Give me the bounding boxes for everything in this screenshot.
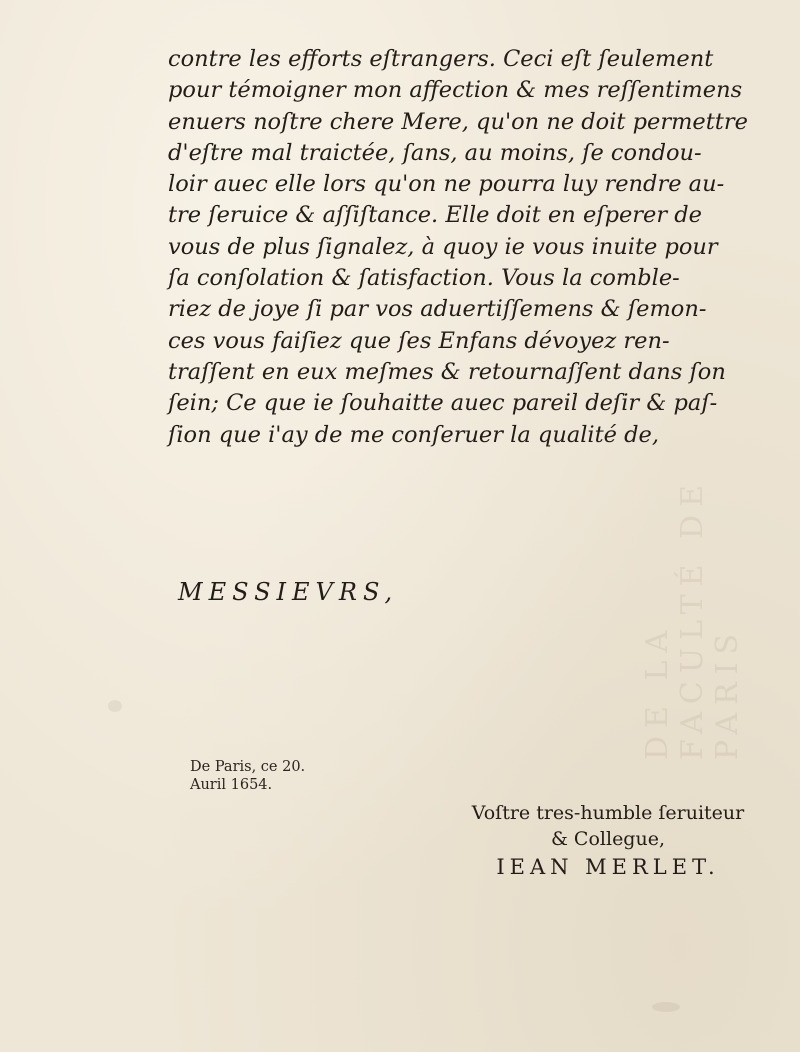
text-line: ſein; Ce que ie ſouhaitte auec pareil deſir & paſ- (168, 390, 718, 417)
text-line: d'eſtre mal traictée, ſans, au moins, ſe condou- (168, 139, 702, 166)
show-through-text: DE LA FACULTÉ DE PARIS (640, 477, 745, 760)
text-line: contre les efforts eſtrangers. Ceci eſt ſeulement (168, 46, 714, 72)
text-line: pour témoigner mon affection & mes reſſentimens (168, 77, 743, 104)
letter-body (168, 44, 758, 451)
paper-stain (108, 700, 122, 712)
paper-stain (652, 1002, 680, 1012)
date-year: Auril 1654. (190, 777, 273, 793)
closing-formula: Voſtre tres-humble ſeruiteur (471, 802, 745, 824)
text-line: ſa conſolation & ſatisfaction. Vous la comble- (168, 265, 680, 292)
closing-title: & Collegue, (550, 828, 665, 850)
signer-name: IEAN MERLET. (496, 855, 720, 879)
text-line: ſion que i'ay de me conſeruer la qualité de, (168, 421, 660, 448)
text-line: tre ſeruice & aſſiſtance. Elle doit en eſperer de (168, 202, 703, 229)
text-line: enuers noſtre chere Mere, qu'on ne doit permettre (168, 108, 748, 135)
text-line: riez de joye ſi par vos aduertiſſemens & ſemon- (168, 296, 707, 323)
text-line: traſſent en eux meſmes & retournaſſent dans ſon (168, 358, 726, 385)
text-line: vous de plus ſignalez, à quoy ie vous inuite pour (168, 233, 718, 260)
dateline (190, 758, 305, 794)
date-place: De Paris, ce 20. (190, 759, 306, 775)
text-line: loir auec elle lors qu'on ne pourra luy rendre au- (168, 171, 725, 198)
text-line: ces vous faiſiez que ſes Enfans dévoyez ren- (168, 327, 670, 354)
signature-block (458, 800, 758, 882)
salutation: MESSIEVRS, (178, 578, 399, 606)
